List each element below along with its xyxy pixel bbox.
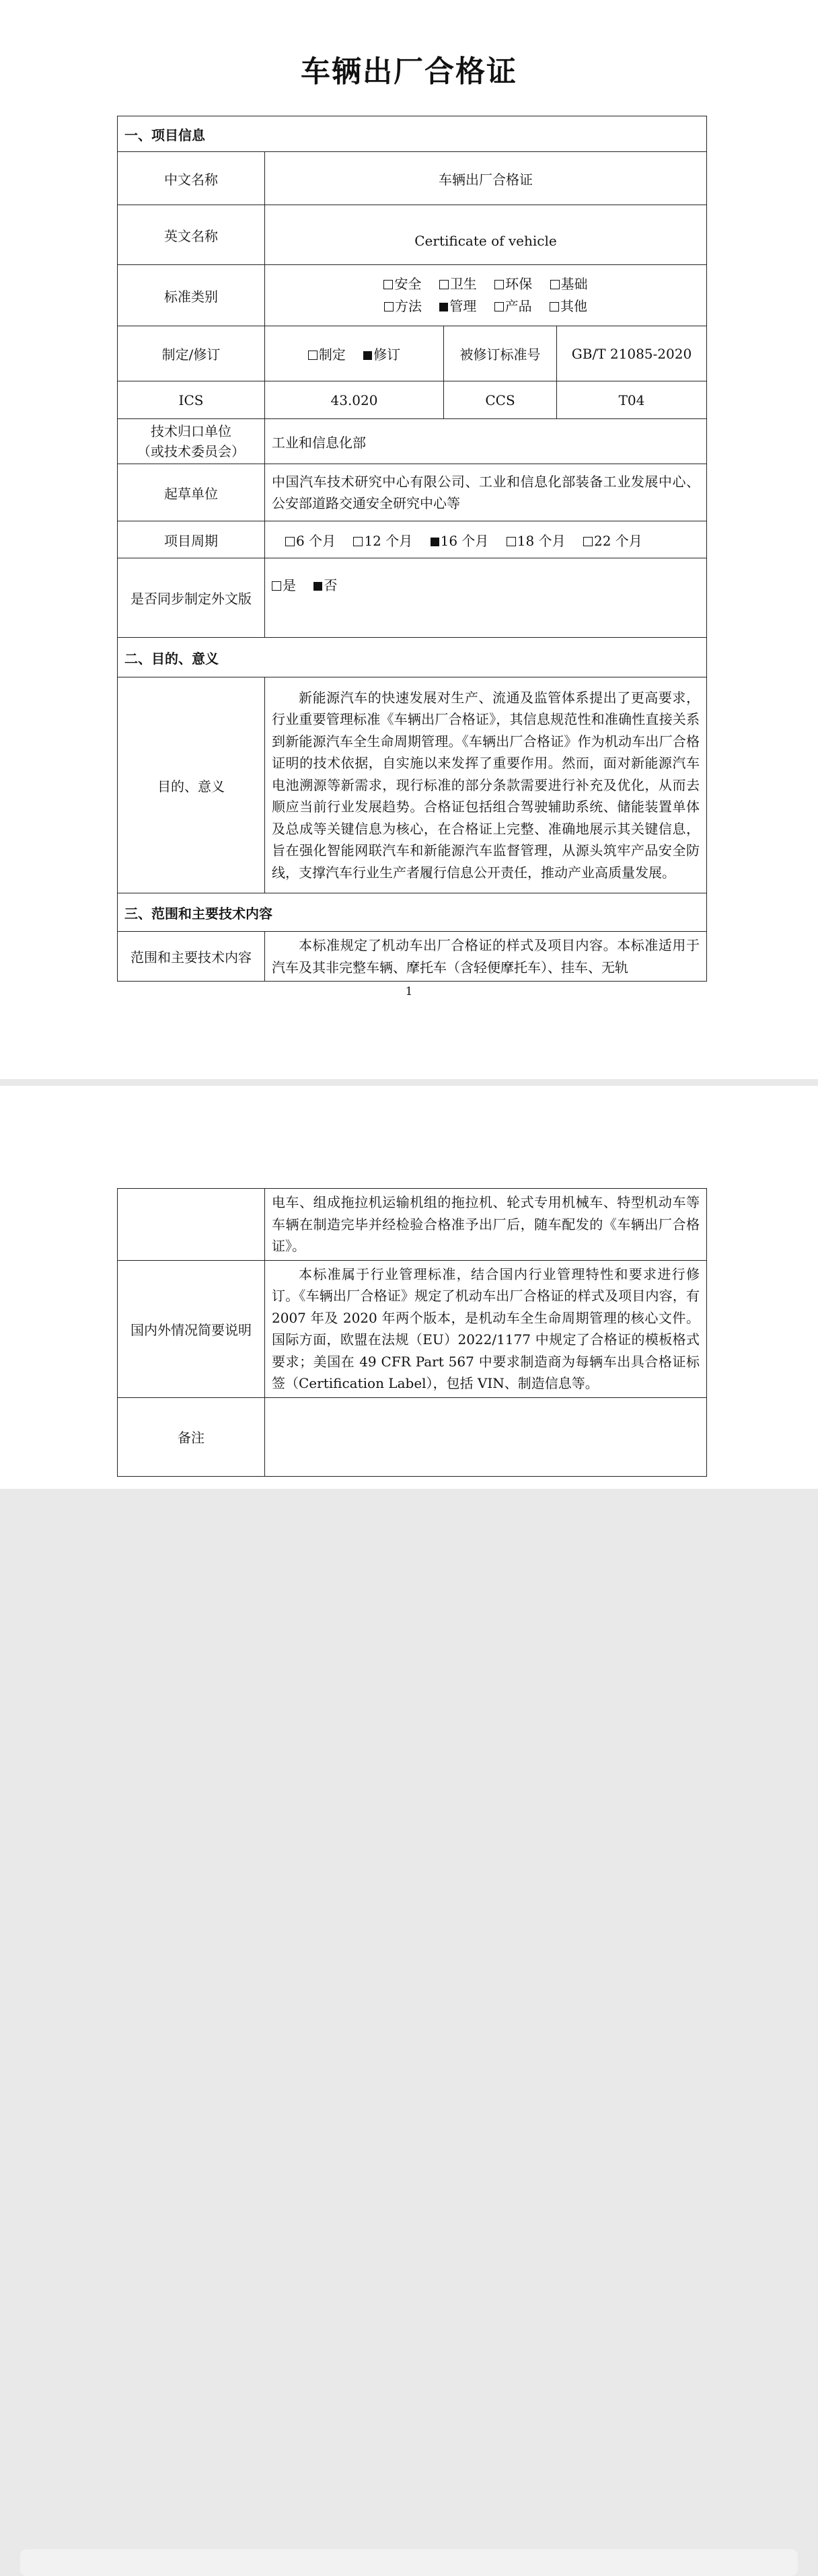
project-table xyxy=(117,116,707,982)
scope-text-part1: 本标准规定了机动车出厂合格证的样式及项目内容。本标准适用于汽车及其非完整车辆、摩托车（含轻便摩托车）、挂车、无轨 xyxy=(265,932,707,982)
section-scope: 三、范围和主要技术内容 xyxy=(118,893,707,932)
revise-options xyxy=(265,326,444,381)
option-product[interactable]: 产品 xyxy=(494,298,532,314)
option-basic[interactable]: 基础 xyxy=(550,276,588,292)
en-name-value: Certificate of vehicle xyxy=(265,205,707,265)
remark-label: 备注 xyxy=(118,1397,265,1476)
revised-std-value: GB/T 21085-2020 xyxy=(557,326,707,381)
purpose-text: 新能源汽车的快速发展对生产、流通及监管体系提出了更高要求，行业重要管理标准《车辆出厂合格证》，其信息规范性和准确性直接关系到新能源汽车全生命周期管理。《车辆出厂合格证》作为机动车出厂合格证明的技术依据，自实施以来发挥了重要作用。然而，面对新能源汽车电池溯源等新需求，现行标准的部分条款需要进行补充及优化，从而去顺应当前行业发展趋势。合格证包括组合驾驶辅助系统、储能装置单体及总成等关键信息为核心，在合格证上完整、准确地展示其关键信息，旨在强化智能网联汽车和新能源汽车监督管理，从源头筑牢产品安全防线，支撑汽车行业生产者履行信息公开责任，推动产业高质量发展。 xyxy=(265,677,707,893)
checkbox-checked-icon xyxy=(313,582,322,591)
checkbox-icon xyxy=(384,302,394,311)
project-table-continued xyxy=(117,1188,707,1477)
checkbox-icon xyxy=(550,302,559,311)
checkbox-icon xyxy=(439,280,449,289)
foreign-version-label: 是否同步制定外文版 xyxy=(118,558,265,638)
draft-unit-value: 中国汽车技术研究中心有限公司、工业和信息化部装备工业发展中心、公安部道路交通安全研究中心等 xyxy=(265,464,707,521)
option-yes[interactable]: 是 xyxy=(272,577,296,593)
option-hygiene[interactable]: 卫生 xyxy=(439,276,477,292)
checkbox-icon xyxy=(353,537,363,546)
scope-text-part2: 电车、组成拖拉机运输机组的拖拉机、轮式专用机械车、特型机动车等车辆在制造完毕并经检验合格准予出厂后，随车配发的《车辆出厂合格证》。 xyxy=(265,1189,707,1261)
checkbox-icon xyxy=(507,537,516,546)
tech-unit-value: 工业和信息化部 xyxy=(265,419,707,464)
intl-status-text: 本标准属于行业管理标准，结合国内行业管理特性和要求进行修订。《车辆出厂合格证》规定了机动车出厂合格证的样式及项目内容，有 2007 年及 2020 年两个版本，是机动车全生命周期管理的核心文件。 国际方面，欧盟在法规（EU）2022/1177 中规定了合格证的模板格式要求；美国在 49 CFR Part 567 中要求制造商为每辆车出具合格证标签（Certification Label），包括 VIN、制造信息等。 xyxy=(265,1260,707,1397)
document-title: 车辆出厂合格证 xyxy=(301,54,517,89)
scope-label: 范围和主要技术内容 xyxy=(118,932,265,982)
option-no[interactable]: 否 xyxy=(313,577,337,593)
revised-std-label: 被修订标准号 xyxy=(444,326,557,381)
checkbox-icon xyxy=(494,280,504,289)
std-type-label: 标准类别 xyxy=(118,265,265,326)
intl-status-label: 国内外情况简要说明 xyxy=(118,1260,265,1397)
section-project-info: 一、项目信息 xyxy=(118,116,707,152)
checkbox-checked-icon xyxy=(431,538,439,546)
option-12-months[interactable]: 12 个月 xyxy=(353,533,412,549)
option-environment[interactable]: 环保 xyxy=(494,276,532,292)
checkbox-checked-icon xyxy=(363,351,372,360)
tech-unit-label: 技术归口单位 （或技术委员会） xyxy=(118,419,265,464)
option-safety[interactable]: 安全 xyxy=(383,276,421,292)
std-type-options xyxy=(265,265,707,326)
cn-name-value: 车辆出厂合格证 xyxy=(265,152,707,205)
page-number: 1 xyxy=(405,985,413,998)
option-management[interactable]: 管理 xyxy=(439,298,476,314)
checkbox-icon xyxy=(285,537,295,546)
remark-value xyxy=(265,1397,707,1476)
cn-name-label: 中文名称 xyxy=(118,152,265,205)
en-name-label: 英文名称 xyxy=(118,205,265,265)
option-18-months[interactable]: 18 个月 xyxy=(507,533,566,549)
section-purpose: 二、目的、意义 xyxy=(118,638,707,677)
option-revise[interactable]: 修订 xyxy=(363,346,400,363)
foreign-version-options xyxy=(265,558,707,638)
checkbox-icon xyxy=(308,351,318,360)
option-16-months[interactable]: 16 个月 xyxy=(431,533,489,549)
option-6-months[interactable]: 6 个月 xyxy=(285,533,336,549)
option-method[interactable]: 方法 xyxy=(384,298,422,314)
checkbox-icon xyxy=(550,280,560,289)
ccs-label: CCS xyxy=(444,381,557,419)
checkbox-icon xyxy=(272,581,281,591)
revise-label: 制定/修订 xyxy=(118,326,265,381)
draft-unit-label: 起草单位 xyxy=(118,464,265,521)
bottom-bar xyxy=(20,2549,798,2576)
ccs-value: T04 xyxy=(557,381,707,419)
ics-value: 43.020 xyxy=(265,381,444,419)
option-22-months[interactable]: 22 个月 xyxy=(583,533,642,549)
checkbox-icon xyxy=(494,302,504,311)
page-2 xyxy=(0,1086,818,1489)
ics-label: ICS xyxy=(118,381,265,419)
checkbox-icon xyxy=(583,537,593,546)
page-1 xyxy=(0,0,818,1079)
period-options xyxy=(265,521,707,558)
option-formulate[interactable]: 制定 xyxy=(308,346,346,363)
period-label: 项目周期 xyxy=(118,521,265,558)
purpose-label: 目的、意义 xyxy=(118,677,265,893)
option-other[interactable]: 其他 xyxy=(550,298,587,314)
scope-label-continued xyxy=(118,1189,265,1261)
checkbox-icon xyxy=(383,280,393,289)
checkbox-checked-icon xyxy=(439,303,448,311)
